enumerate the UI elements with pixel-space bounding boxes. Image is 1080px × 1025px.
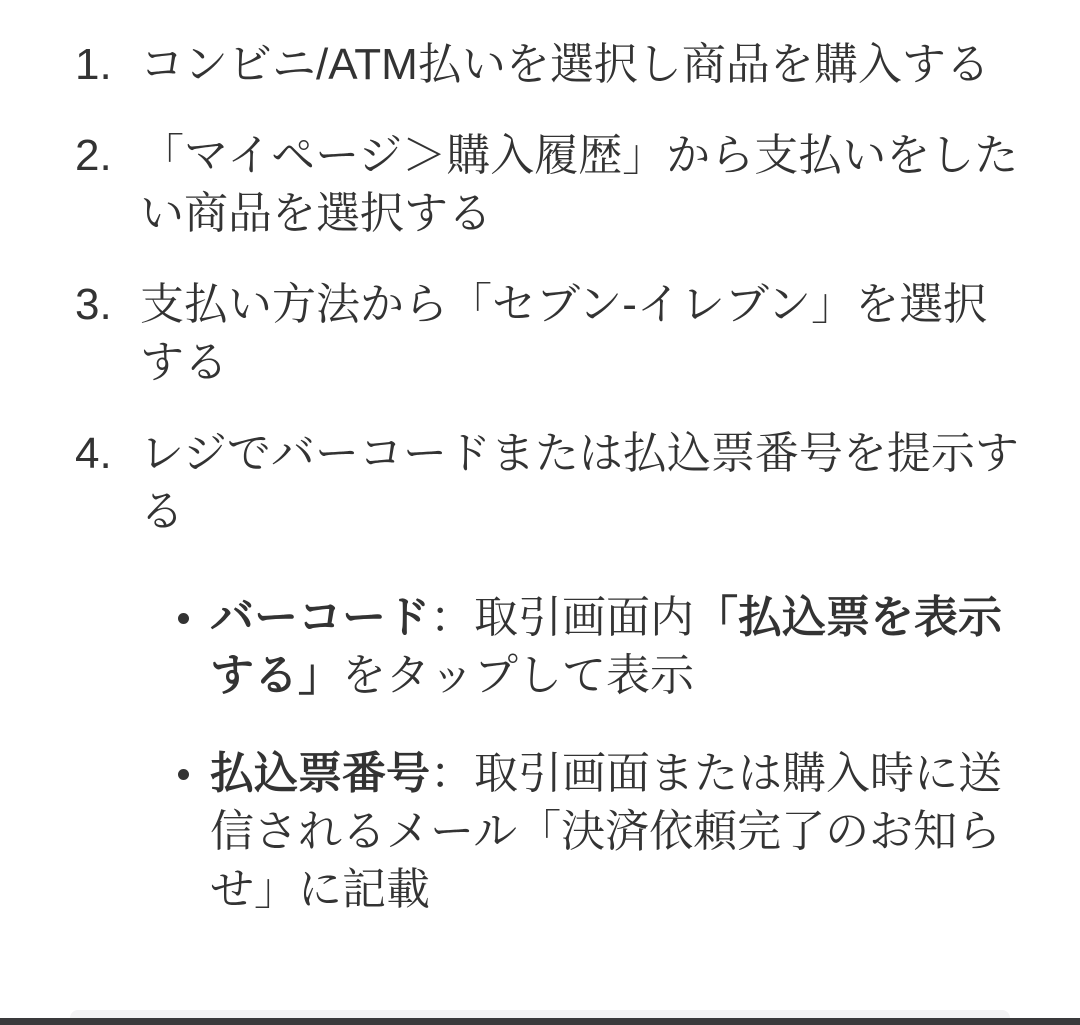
sub-step-text <box>210 589 1023 705</box>
step-text <box>140 276 1023 392</box>
step-sub-list <box>140 589 1023 919</box>
step-text-segment: ：取引画面内 <box>430 593 694 642</box>
step-item <box>0 276 1080 392</box>
step-text-segment: レジでバーコードまたは払込票番号を提示する <box>140 429 1019 536</box>
sub-step-text <box>210 745 1023 919</box>
next-section-card-top <box>70 1010 1010 1018</box>
step-number: 1. <box>75 40 112 89</box>
step-item <box>0 36 1080 94</box>
step-text <box>140 127 1023 243</box>
step-text-segment: をタップして表示 <box>342 651 694 700</box>
step-text <box>140 425 1023 541</box>
step-item <box>0 425 1080 919</box>
step-text-segment: ：取引画面または購入時に送信されるメール「決済依頼完了のお知らせ」に記載 <box>210 749 1002 914</box>
step-text <box>140 36 1023 94</box>
step-number: 3. <box>75 280 112 329</box>
step-text-bold-segment: 「払込票を表示する」 <box>210 593 1002 700</box>
bottom-divider-bar <box>0 1018 1080 1025</box>
step-text-segment: 支払い方法から「セブン-イレブン」を選択する <box>140 280 988 387</box>
step-text-segment: コンビニ/ATM払いを選択し商品を購入する <box>140 40 990 89</box>
step-item <box>0 127 1080 243</box>
sub-step-item <box>140 589 1023 705</box>
step-number: 4. <box>75 429 112 478</box>
bullet-icon <box>178 613 189 624</box>
payment-steps-list <box>0 36 1080 952</box>
step-number: 2. <box>75 131 112 180</box>
step-text-bold-segment: 払込票番号 <box>210 749 430 798</box>
step-text-segment: 「マイページ＞購入履歴」から支払いをしたい商品を選択する <box>140 131 1019 238</box>
step-text-bold-segment: バーコード <box>210 593 430 642</box>
sub-step-item <box>140 745 1023 919</box>
bullet-icon <box>178 769 189 780</box>
